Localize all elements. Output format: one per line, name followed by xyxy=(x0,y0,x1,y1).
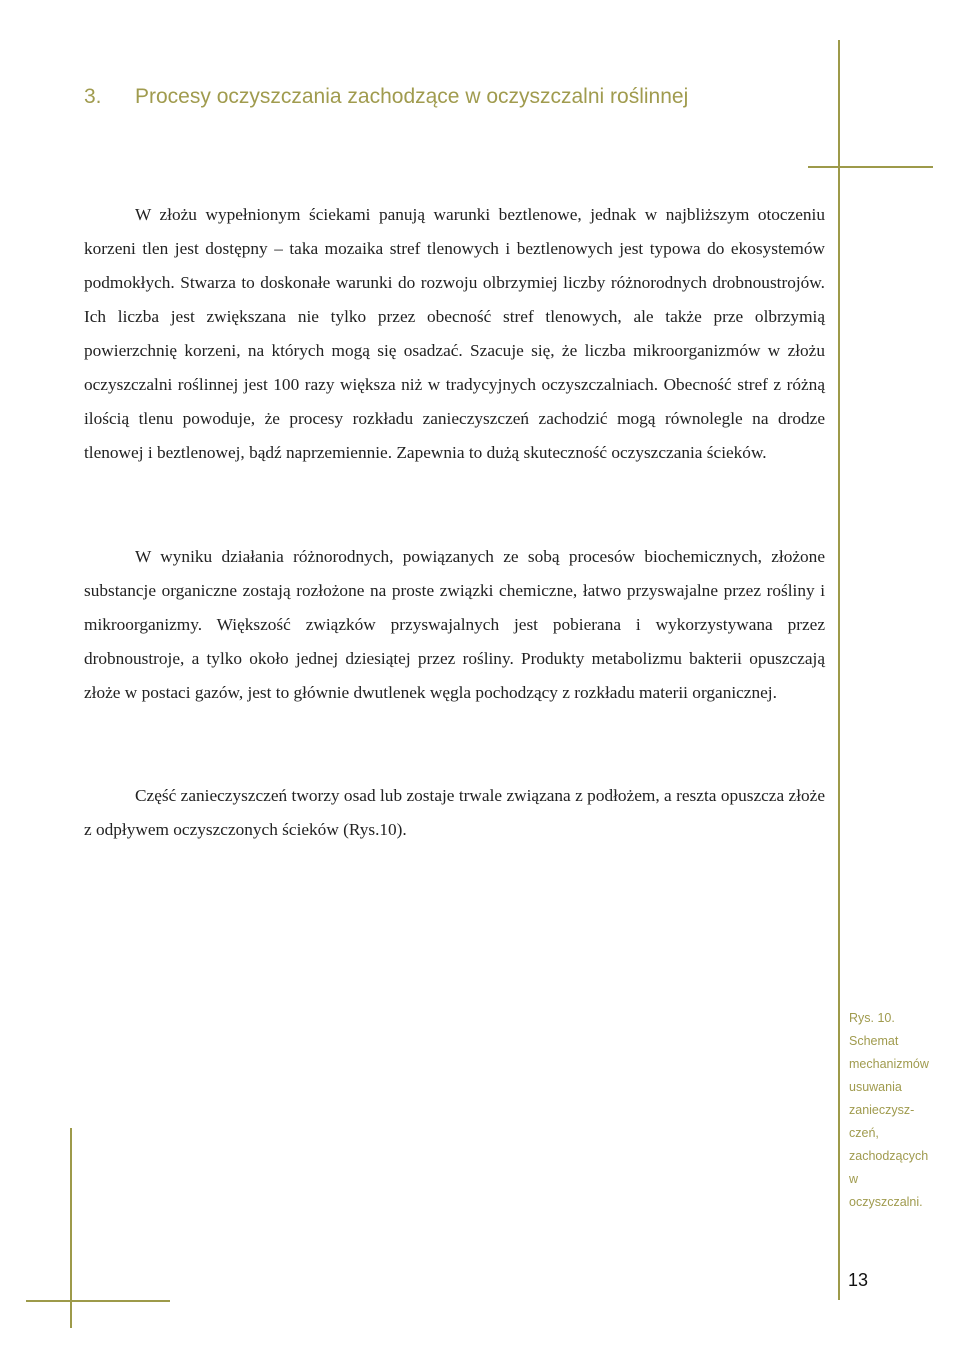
crop-line-horizontal-top xyxy=(808,166,933,168)
caption-line: czeń, xyxy=(849,1126,879,1140)
page-number: 13 xyxy=(848,1270,869,1290)
caption-line: Schemat xyxy=(849,1034,899,1048)
caption-line: mechanizmów xyxy=(849,1057,929,1071)
caption-line: zachodzących xyxy=(849,1149,929,1163)
caption-line: w xyxy=(849,1172,859,1186)
caption-line: oczyszczalni. xyxy=(849,1195,923,1209)
section-title: Procesy oczyszczania zachodzące w oczyszczalni roślinnej xyxy=(135,85,689,108)
crop-line-horizontal-bottom xyxy=(26,1300,170,1302)
paragraph-text: W złożu wypełnionym ściekami panują warunki beztlenowe, jednak w najbliższym otoczeniu korzeni tlen jest dostępny – taka mozaika stref tlenowych i beztlenowych jest typowa do ekosystemów podmokłych. Stwarza to doskonałe warunki do rozwoju olbrzymiej liczby różnorodnych drobnoustrojów. Ich liczba jest zwiększana nie tylko przez obecność stref tlenowych, ale także prze olbrzymią powierzchnię korzeni, na których mogą się osadzać. Szacuje się, że liczba mikroorganizmów w złożu oczyszczalni roślinnej jest 100 razy większa niż w tradycyjnych oczyszczalniach. Obecność stref z różną ilością tlenu powoduje, że procesy rozkładu zanieczyszczeń zachodzić mogą równolegle na drodze tlenowej i beztlenowej, bądź naprzemiennie. Zapewnia to dużą skuteczność oczyszczania ścieków. xyxy=(84,205,825,462)
section-heading xyxy=(84,84,744,110)
caption-line: usuwania xyxy=(849,1080,902,1094)
paragraph-2 xyxy=(84,540,825,710)
figure-caption xyxy=(849,1007,954,1214)
crop-line-vertical-right xyxy=(838,40,840,1300)
section-number: 3. xyxy=(84,85,102,108)
paragraph-text: Część zanieczyszczeń tworzy osad lub zostaje trwale związana z podłożem, a reszta opuszcza złoże z odpływem oczyszczonych ścieków (Rys.10). xyxy=(84,786,825,839)
caption-line: zanieczysz- xyxy=(849,1103,915,1117)
paragraph-text: W wyniku działania różnorodnych, powiązanych ze sobą procesów biochemicznych, złożone substancje organiczne zostają rozłożone na proste związki chemiczne, łatwo przyswajalne przez rośliny i mikroorganizmy. Większość związków przyswajalnych jest pobierana i wykorzystywana przez drobnoustroje, a tylko około jednej dziesiątej przez rośliny. Produkty metabolizmu bakterii opuszczają złoże w postaci gazów, jest to głównie dwutlenek węgla pochodzący z rozkładu materii organicznej. xyxy=(84,547,825,702)
paragraph-1 xyxy=(84,198,825,470)
caption-line: Rys. 10. xyxy=(849,1011,895,1025)
paragraph-3 xyxy=(84,779,825,847)
crop-line-vertical-left xyxy=(70,1128,72,1328)
